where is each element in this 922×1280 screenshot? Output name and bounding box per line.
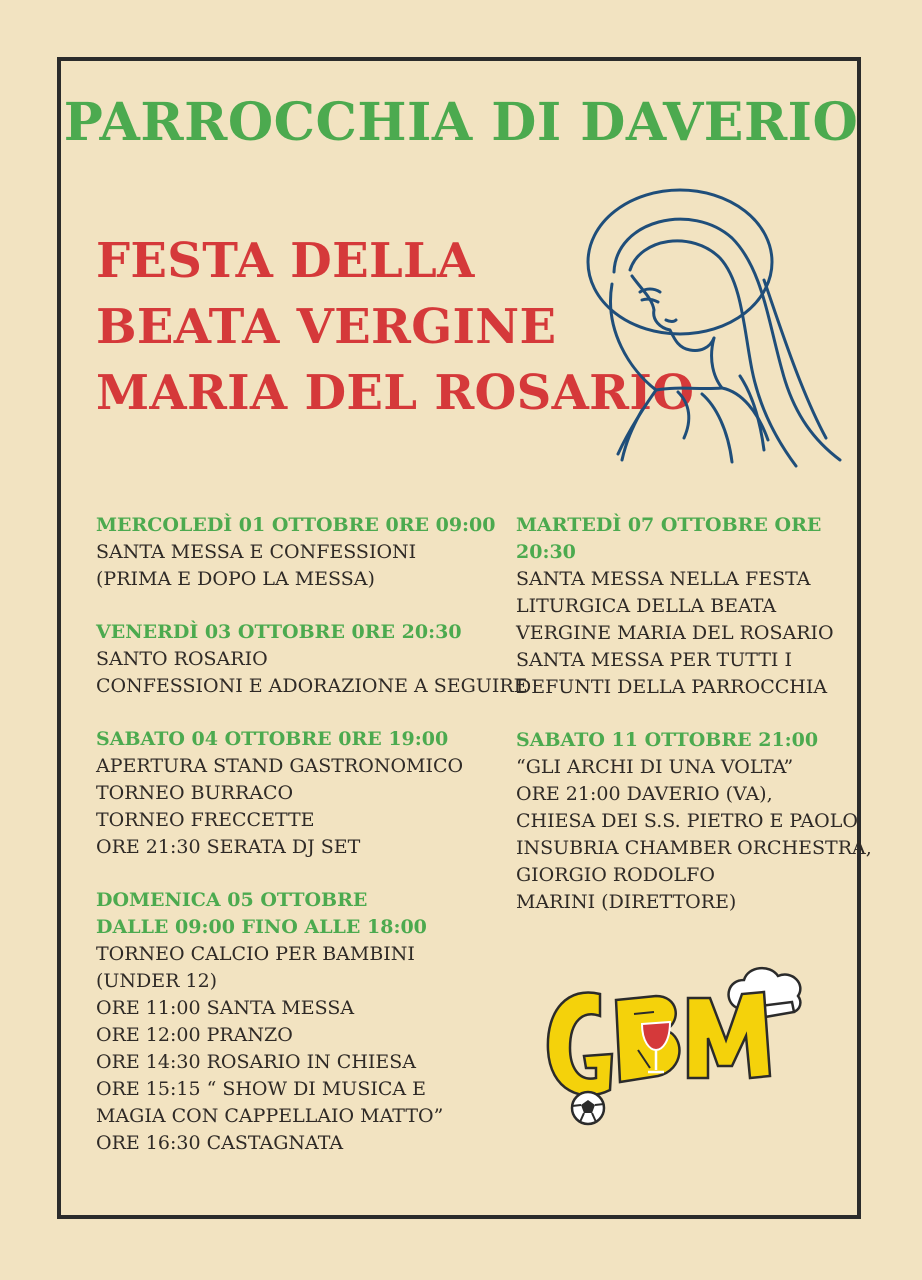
gbm-logo-icon — [538, 958, 808, 1128]
event-line: SANTA MESSA E CONFESSIONI — [96, 541, 417, 563]
event-block — [516, 727, 872, 916]
event-line: ORE 12:00 PRANZO — [96, 1024, 293, 1046]
event-date: DOMENICA 05 OTTOBRE DALLE 09:00 FINO ALLE 18:00 — [96, 889, 427, 938]
parish-title: PARROCCHIA DI DAVERIO — [63, 92, 859, 153]
schedule-right-column — [516, 512, 872, 942]
event-block — [96, 887, 506, 1157]
event-line: MAGIA CON CAPPELLAIO MATTO” — [96, 1105, 444, 1127]
event-line: ORE 21:00 DAVERIO (VA), — [516, 783, 773, 805]
event-date: MARTEDÌ 07 OTTOBRE ORE 20:30 — [516, 514, 822, 563]
event-line: (PRIMA E DOPO LA MESSA) — [96, 568, 375, 590]
event-line: APERTURA STAND GASTRONOMICO — [96, 755, 464, 777]
festa-title-line: BEATA VERGINE — [96, 299, 557, 355]
event-line: ORE 21:30 SERATA DJ SET — [96, 836, 361, 858]
event-line: CONFESSIONI E ADORAZIONE A SEGUIRE — [96, 675, 528, 697]
event-line: TORNEO CALCIO PER BAMBINI — [96, 943, 415, 965]
event-line: DEFUNTI DELLA PARROCCHIA — [516, 676, 828, 698]
event-line: ORE 15:15 “ SHOW DI MUSICA E — [96, 1078, 427, 1100]
event-line: (UNDER 12) — [96, 970, 218, 992]
festa-title-line: MARIA DEL ROSARIO — [96, 365, 695, 421]
event-line: VERGINE MARIA DEL ROSARIO — [516, 622, 834, 644]
event-line: LITURGICA DELLA BEATA — [516, 595, 777, 617]
event-date: SABATO 04 OTTOBRE 0RE 19:00 — [96, 728, 449, 750]
event-date: MERCOLEDÌ 01 OTTOBRE 0RE 09:00 — [96, 514, 496, 536]
madonna-illustration-icon — [582, 180, 852, 472]
event-block — [96, 512, 506, 593]
event-line: TORNEO FRECCETTE — [96, 809, 315, 831]
event-line: SANTO ROSARIO — [96, 648, 268, 670]
event-line: CHIESA DEI S.S. PIETRO E PAOLO — [516, 810, 858, 832]
event-block — [96, 726, 506, 861]
event-block — [96, 619, 528, 700]
event-line: GIORGIO RODOLFO — [516, 864, 715, 886]
event-line: INSUBRIA CHAMBER ORCHESTRA, — [516, 837, 872, 859]
event-line: MARINI (DIRETTORE) — [516, 891, 737, 913]
event-line: ORE 14:30 ROSARIO IN CHIESA — [96, 1051, 417, 1073]
event-date: VENERDÌ 03 OTTOBRE 0RE 20:30 — [96, 621, 462, 643]
event-line: “GLI ARCHI DI UNA VOLTA” — [516, 756, 794, 778]
event-date: SABATO 11 OTTOBRE 21:00 — [516, 729, 819, 751]
event-block — [516, 512, 856, 701]
event-line: TORNEO BURRACO — [96, 782, 294, 804]
festa-title-line: FESTA DELLA — [96, 233, 475, 289]
event-line: ORE 11:00 SANTA MESSA — [96, 997, 355, 1019]
event-line: ORE 16:30 CASTAGNATA — [96, 1132, 344, 1154]
event-line: SANTA MESSA NELLA FESTA — [516, 568, 811, 590]
schedule-left-column — [96, 512, 528, 1183]
football-icon — [572, 1092, 604, 1124]
event-line: SANTA MESSA PER TUTTI I — [516, 649, 792, 671]
